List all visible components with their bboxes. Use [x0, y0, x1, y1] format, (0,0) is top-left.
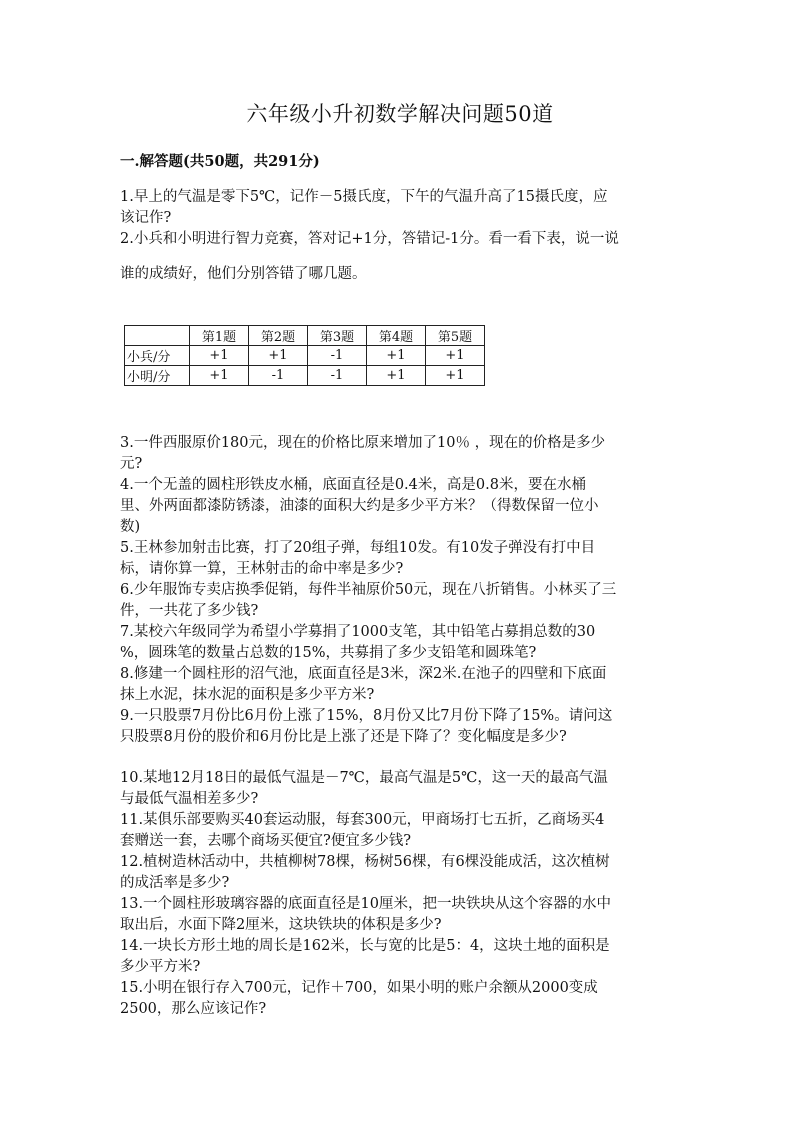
question-line: 4.一个无盖的圆柱形铁皮水桶，底面直径是0.4米，高是0.8米，要在水桶	[120, 477, 586, 493]
question-1	[120, 187, 680, 229]
table-cell: +1	[426, 366, 485, 386]
question-line: 10.某地12月18日的最低气温是－7℃，最高气温是5℃，这一天的最高气温	[120, 770, 608, 786]
question-line: 1.早上的气温是零下5℃，记作－5摄氏度，下午的气温升高了15摄氏度，应	[120, 189, 608, 205]
question-line: 件，一共花了多少钱?	[120, 603, 259, 619]
question-line: 数)	[120, 519, 141, 535]
question-line: 15.小明在银行存入700元，记作＋700，如果小明的账户余额从2000变成	[120, 980, 598, 996]
question-line: 3.一件西服原价180元，现在的价格比原来增加了10％ ，现在的价格是多少	[120, 435, 606, 451]
table-cell: +1	[367, 366, 426, 386]
page-title: 六年级小升初数学解决问题50道	[246, 102, 554, 126]
question-line: %，圆珠笔的数量占总数的15%，共募捐了多少支铅笔和圆珠笔?	[120, 645, 537, 661]
table-row-label: 小兵/分	[125, 346, 190, 366]
question-line: 14.一块长方形土地的周长是162米，长与宽的比是5：4，这块土地的面积是	[120, 938, 610, 954]
question-12	[120, 852, 680, 894]
question-line: 2500，那么应该记作?	[120, 1001, 267, 1017]
table-cell: -1	[249, 366, 308, 386]
question-14	[120, 936, 680, 978]
table-cell: -1	[308, 346, 367, 366]
table-cell: +1	[190, 346, 249, 366]
table-header-cell: 第4题	[367, 326, 426, 346]
table-header-cell: 第3题	[308, 326, 367, 346]
question-line: 2.小兵和小明进行智力竞赛，答对记+1分，答错记-1分。看一看下表，说一说	[120, 231, 619, 247]
question-4	[120, 475, 680, 538]
question-line: 11.某俱乐部要购买40套运动服，每套300元，甲商场打七五折，乙商场买4	[120, 812, 605, 828]
question-9	[120, 706, 680, 748]
table-cell: +1	[249, 346, 308, 366]
question-2	[120, 229, 680, 285]
table-header-cell: 第1题	[190, 326, 249, 346]
question-line: 多少平方米?	[120, 959, 201, 975]
table-cell: +1	[426, 346, 485, 366]
section-heading: 一.解答题(共50题，共291分)	[120, 153, 320, 170]
question-line: 抹上水泥，抹水泥的面积是多少平方米?	[120, 687, 375, 703]
question-7	[120, 622, 680, 664]
question-line: 谁的成绩好，他们分别答错了哪几题。	[120, 266, 367, 282]
question-line: 6.少年服饰专卖店换季促销，每件半袖原价50元，现在八折销售。小林买了三	[120, 582, 617, 598]
question-line: 与最低气温相差多少?	[120, 791, 259, 807]
question-line: 元?	[120, 456, 143, 472]
question-11	[120, 810, 680, 852]
question-line: 5.王林参加射击比赛，打了20组子弹，每组10发。有10发子弹没有打中目	[120, 540, 596, 556]
table-row	[125, 346, 485, 366]
question-line: 取出后，水面下降2厘米，这块铁块的体积是多少?	[120, 917, 442, 933]
score-table	[124, 325, 485, 386]
question-8	[120, 664, 680, 706]
table-cell: +1	[367, 346, 426, 366]
table-cell	[125, 326, 190, 346]
question-line: 里、外两面都漆防锈漆，油漆的面积大约是多少平方米？（得数保留一位小	[120, 498, 599, 514]
question-line: 7.某校六年级同学为希望小学募捐了1000支笔，其中铅笔占募捐总数的30	[120, 624, 596, 640]
question-line: 标，请你算一算，王林射击的命中率是多少?	[120, 561, 404, 577]
question-13	[120, 894, 680, 936]
question-3	[120, 433, 680, 475]
question-line: 8.修建一个圆柱形的沼气池，底面直径是3米，深2米.在池子的四壁和下底面	[120, 666, 607, 682]
table-row-label: 小明/分	[125, 366, 190, 386]
question-line: 9.一只股票7月份比6月份上涨了15%，8月份又比7月份下降了15%。请问这	[120, 708, 613, 724]
question-15	[120, 978, 680, 1020]
question-10	[120, 768, 680, 810]
question-line: 该记作?	[120, 210, 172, 226]
question-6	[120, 580, 680, 622]
question-5	[120, 538, 680, 580]
table-header-cell: 第5题	[426, 326, 485, 346]
question-line: 套赠送一套，去哪个商场买便宜?便宜多少钱?	[120, 833, 412, 849]
question-line: 12.植树造林活动中，共植柳树78棵，杨树56棵，有6棵没能成活，这次植树	[120, 854, 610, 870]
table-header-cell: 第2题	[249, 326, 308, 346]
table-row	[125, 366, 485, 386]
table-cell: +1	[190, 366, 249, 386]
question-line: 13.一个圆柱形玻璃容器的底面直径是10厘米，把一块铁块从这个容器的水中	[120, 896, 612, 912]
table-cell: -1	[308, 366, 367, 386]
question-line: 只股票8月份的股价和6月份比是上涨了还是下降了？变化幅度是多少?	[120, 729, 567, 745]
question-line: 的成活率是多少?	[120, 875, 230, 891]
table-header-row	[125, 326, 485, 346]
